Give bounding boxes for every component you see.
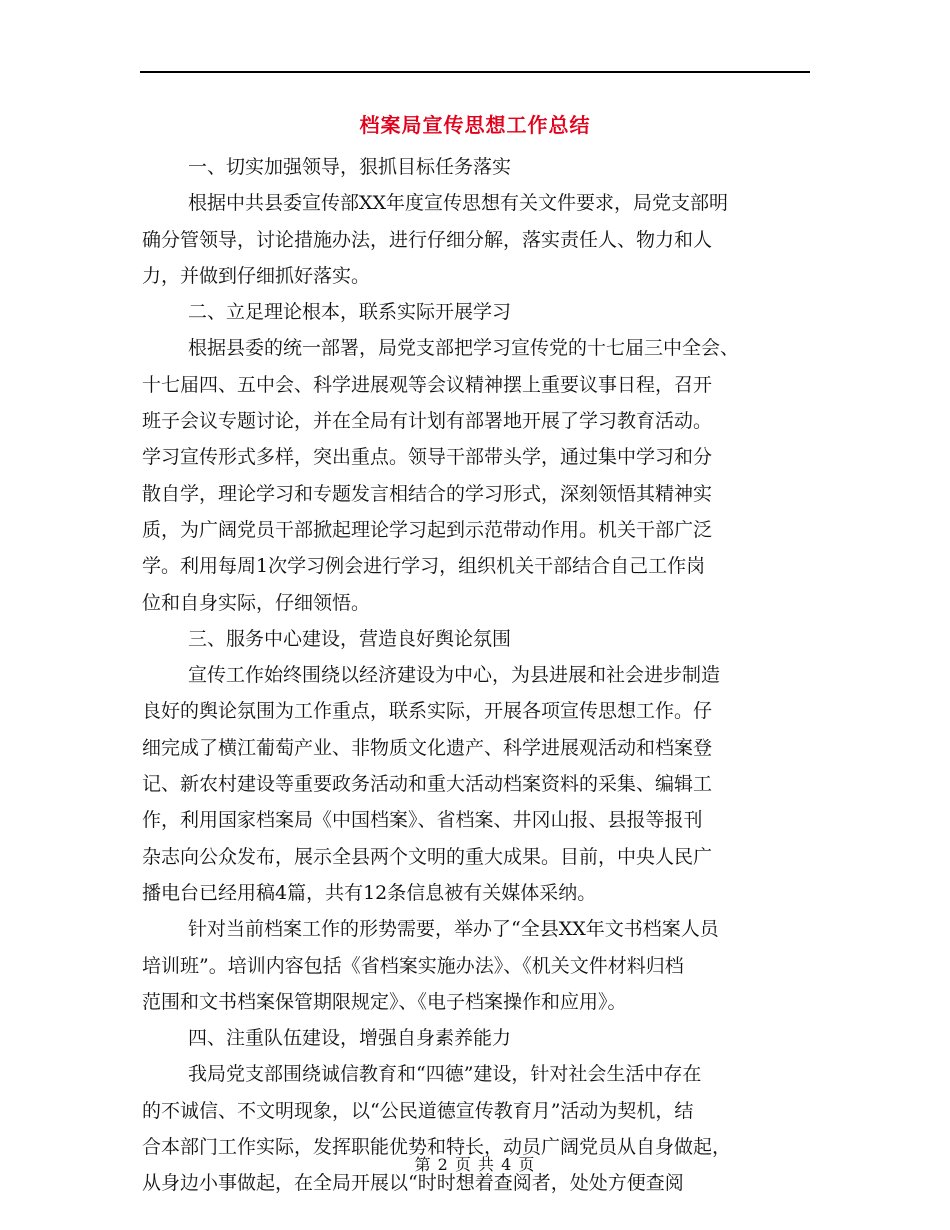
paragraph: [142, 185, 808, 294]
text-line: 学习宣传形式多样，突出重点。领导干部带头学，通过集中学习和分: [142, 446, 713, 469]
text-line: 一、切实加强领导，狠抓目标任务落实: [188, 156, 512, 178]
text-line: 范围和文书档案保管期限规定》、《电子档案操作和应用》。: [142, 990, 627, 1013]
text-line: 合本部门工作实际，发挥职能优势和特长，动员广阔党员从自身做起，: [142, 1136, 732, 1159]
text-line: 播电台已经用稿4篇，共有12条信息被有关媒体采纳。: [142, 881, 597, 904]
text-line: 作，利用国家档案局《中国档案》、省档案、井冈山报、县报等报刊: [142, 809, 703, 832]
text-line: 宣传工作始终围绕以经济建设为中心，为县进展和社会进步制造: [188, 664, 721, 687]
text-line: 质，为广阔党员干部掀起理论学习起到示范带动作用。机关干部广泛: [142, 518, 713, 541]
text-line: 学。利用每周1次学习例会进行学习，组织机关干部结合自己工作岗: [142, 555, 706, 578]
text-line: 培训班”。培训内容包括《省档案实施办法》、《机关文件材料归档: [142, 954, 684, 977]
text-line: 十七届四、五中会、科学进展观等会议精神摆上重要议事日程，召开: [142, 373, 713, 396]
text-line: 杂志向公众发布，展示全县两个文明的重大成果。目前，中央人民广: [142, 845, 713, 868]
text-line: 记、新农村建设等重要政务活动和重大活动档案资料的采集、编辑工: [142, 773, 713, 796]
section-heading-1: [142, 149, 808, 185]
document-title: 档案局宣传思想工作总结: [359, 113, 591, 137]
section-heading-2: [142, 294, 808, 330]
page-number: 第 2 页 共 4 页: [414, 1155, 536, 1174]
text-line: 力，并做到仔细抓好落实。: [142, 264, 371, 287]
text-line: 细完成了横江葡萄产业、非物质文化遗产、科学进展观活动和档案登: [142, 736, 713, 759]
text-line: 根据中共县委宣传部XX年度宣传思想有关文件要求，局党支部明: [188, 192, 729, 215]
text-line: 针对当前档案工作的形势需要，举办了“全县XX年文书档案人员: [188, 918, 719, 941]
section-heading-4: [142, 1020, 808, 1056]
paragraph: [142, 911, 808, 1020]
text-line: 的不诚信、不文明现象，以“公民道德宣传教育月”活动为契机，结: [142, 1099, 694, 1122]
text-line: 良好的舆论氛围为工作重点，联系实际，开展各项宣传思想工作。仔: [142, 700, 713, 723]
document-body: [142, 149, 808, 1202]
paragraph: [142, 330, 808, 620]
section-heading-3: [142, 621, 808, 657]
text-line: 位和自身实际，仔细领悟。: [142, 591, 371, 614]
text-line: 根据县委的统一部署，局党支部把学习宣传党的十七届三中全会、: [188, 337, 740, 360]
text-line: 我局党支部围绕诚信教育和“四德”建设，针对社会生活中存在: [188, 1063, 702, 1086]
text-line: 班子会议专题讨论，并在全局有计划有部署地开展了学习教育活动。: [142, 410, 713, 433]
paragraph: [142, 657, 808, 911]
text-line: 散自学，理论学习和专题发言相结合的学习形式，深刻领悟其精神实: [142, 482, 713, 505]
text-line: 二、立足理论根本，联系实际开展学习: [188, 301, 512, 324]
text-line: 从身边小事做起，在全局开展以“时时想着查阅者，处处方便查阅: [142, 1172, 684, 1195]
text-line: 三、服务中心建设，营造良好舆论氛围: [188, 627, 512, 650]
header-rule: [140, 71, 810, 73]
text-line: 确分管领导，讨论措施办法，进行仔细分解，落实责任人、物力和人: [142, 228, 713, 251]
paragraph: [142, 1056, 808, 1201]
text-line: 四、注重队伍建设，增强自身素养能力: [188, 1027, 512, 1050]
